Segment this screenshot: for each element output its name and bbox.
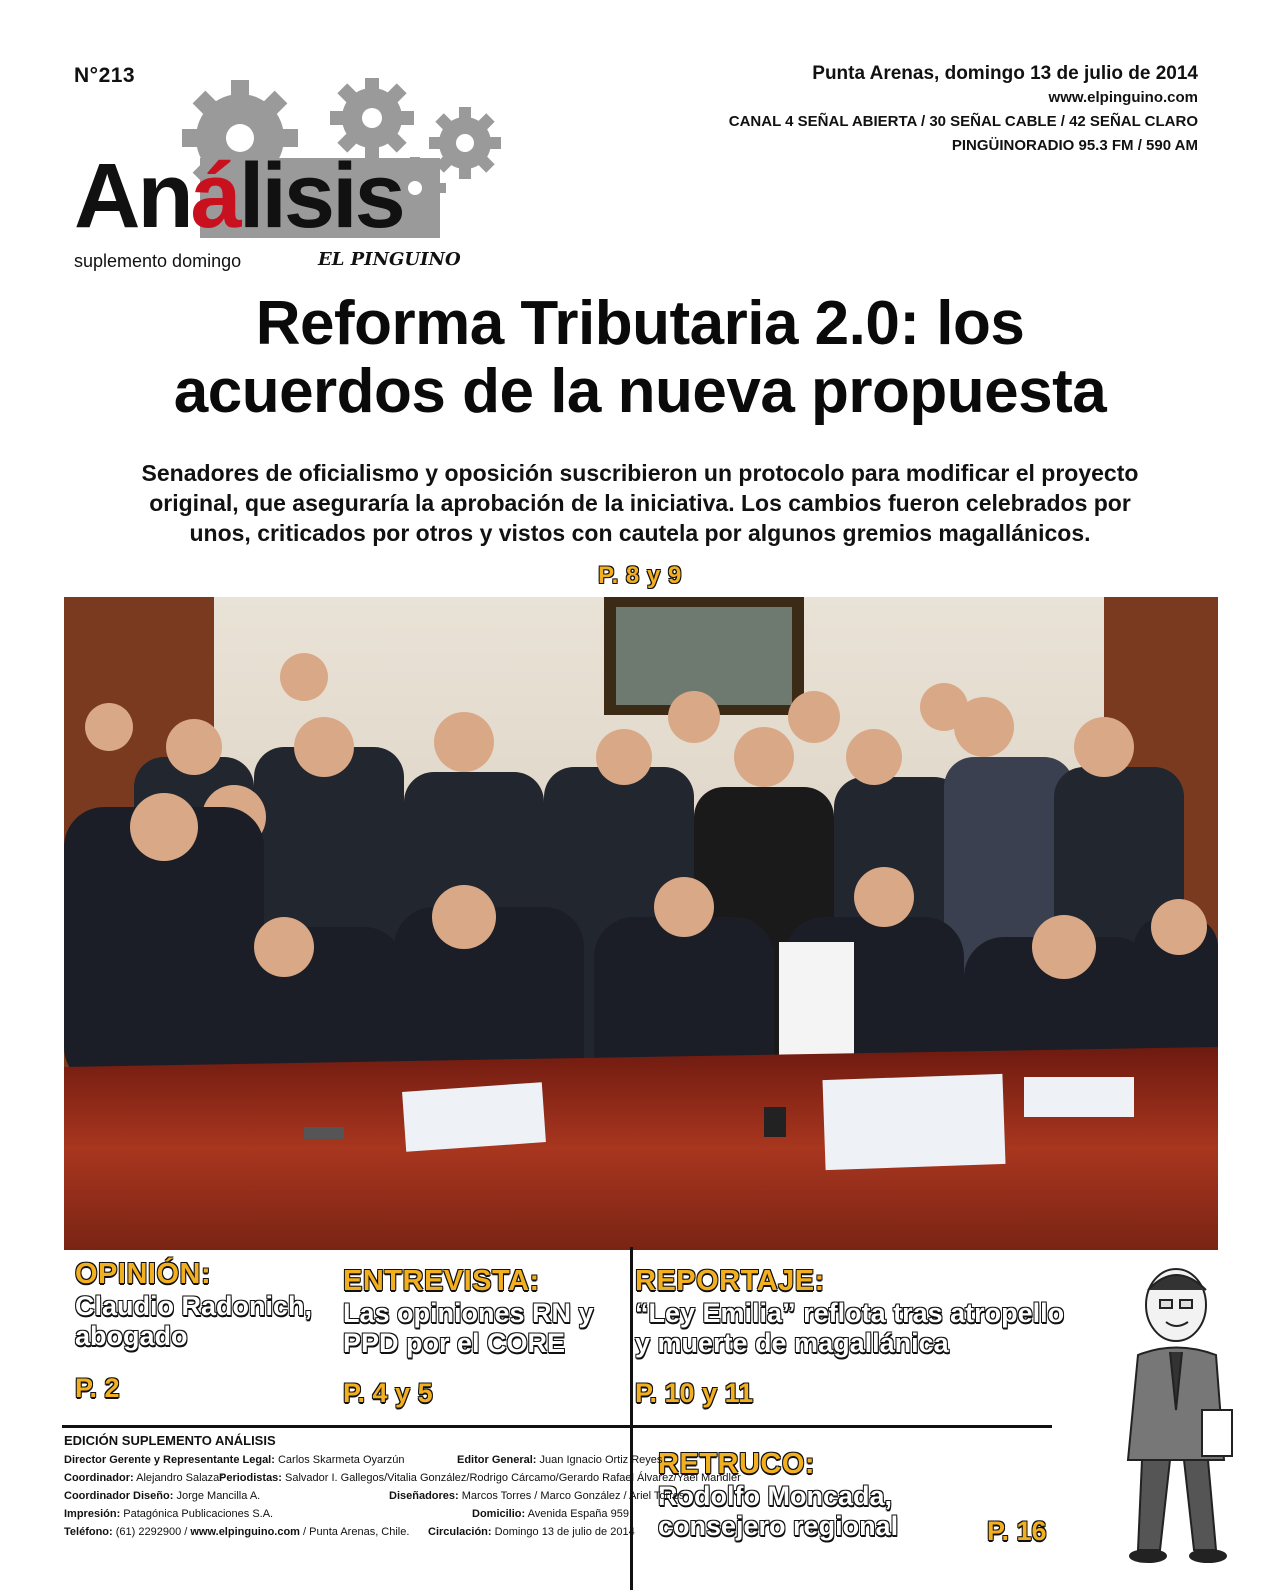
teaser-entrevista-page: P. 4 y 5 [343,1378,433,1408]
credit-director-label: Director Gerente y Representante Legal: [64,1454,275,1466]
credit-website-link[interactable]: www.elpinguino.com [190,1526,300,1538]
teaser-reportaje[interactable] [635,1265,1064,1409]
teaser-entrevista-label: ENTREVISTA: [343,1265,540,1297]
tv-channels: CANAL 4 SEÑAL ABIERTA / 30 SEÑAL CABLE / 42 SEÑAL CLARO [728,113,1198,130]
credits-lines [64,1454,741,1584]
teaser-entrevista[interactable] [343,1265,594,1409]
teaser-opinion-line-2: abogado [75,1321,188,1351]
date-line: Punta Arenas, domingo 13 de julio de 2014 [812,63,1198,84]
teaser-opinion-page: P. 2 [75,1373,120,1403]
teaser-reportaje-label: REPORTAJE: [635,1265,825,1297]
teaser-opinion[interactable] [75,1258,312,1404]
teaser-opinion-line-1: Claudio Radonich, [75,1291,313,1321]
credit-circulacion-value: Domingo 13 de julio de 2014 [494,1526,635,1538]
credit-editor-label: Editor General: [457,1454,537,1466]
teaser-retruco-label: RETRUCO: [658,1448,816,1480]
headline-line-2: acuerdos de la nueva propuesta [173,357,1107,426]
credit-city: / Punta Arenas, Chile. [303,1526,410,1538]
teaser-retruco-page[interactable]: P. 16 [987,1516,1047,1546]
teaser-opinion-label: OPINIÓN: [75,1258,212,1290]
credit-telefono: Teléfono: (61) 2292900 / www.elpinguino.com / Punta Arenas, Chile. [64,1526,410,1538]
logo-subtitle: suplemento domingo [74,251,242,271]
credit-telefono-label: Teléfono: [64,1526,113,1538]
supplement-logo [74,145,403,247]
credit-coordinador [64,1472,223,1484]
teaser-retruco[interactable] [658,1448,898,1541]
teaser-retruco-line-1: Rodolfo Moncada, [658,1481,892,1511]
credit-coord-diseno-label: Coordinador Diseño: [64,1490,174,1502]
logo-text-accent: á [190,145,239,247]
credit-impresion [64,1508,273,1520]
website-link[interactable]: www.elpinguino.com [1048,89,1198,106]
credit-domicilio-label: Domicilio: [472,1508,526,1520]
masthead-info [729,62,1198,158]
credit-disenadores [389,1490,685,1502]
brand-name: EL PINGUINO [318,249,461,270]
credit-periodistas-value: Salvador I. Gallegos/Vitalia González/Rodrigo Cárcamo/Gerardo Rafael Álvarez/Yael Mandler [285,1472,741,1484]
teaser-reportaje-page: P. 10 y 11 [635,1378,754,1408]
credit-director-value: Carlos Skarmeta Oyarzún [277,1454,405,1466]
main-headline[interactable] [40,290,1240,426]
credit-coordinador-value: Alejandro Salazar [136,1472,223,1484]
deck-line-2: original, que aseguraría la aprobación de la iniciativa. Los cambios fueron celebrados por [149,490,1131,516]
credit-circulacion [428,1526,635,1538]
deck-line-1: Senadores de oficialismo y oposición suscribieron un protocolo para modificar el proyecto [141,460,1139,486]
lead-deck [60,458,1220,548]
credit-impresion-value: Patagónica Publicaciones S.A. [123,1508,274,1520]
credits-divider [62,1425,1052,1428]
issue-number: N°213 [74,64,136,87]
deck-line-3: unos, criticados por otros y vistos con cautela por algunos gremios magallánicos. [189,520,1091,546]
credit-telefono-value: (61) 2292900 [115,1526,182,1538]
lead-page-ref-text: P. 8 y 9 [598,562,682,589]
radio-frequency: PINGÜINORADIO 95.3 FM / 590 AM [951,137,1198,154]
teaser-retruco-line-2: consejero regional [658,1511,899,1541]
headline-line-1: Reforma Tributaria 2.0: los [255,289,1025,358]
credit-director [64,1454,405,1466]
credit-disenadores-label: Diseñadores: [389,1490,459,1502]
logo-text-end: lisis [238,145,403,247]
credit-coord-diseno [64,1490,260,1502]
credit-disenadores-value: Marcos Torres / Marco González / Ariel Torres [461,1490,685,1502]
credits-title: EDICIÓN SUPLEMENTO ANÁLISIS [64,1433,276,1448]
teaser-entrevista-line-1: Las opiniones RN y [343,1298,594,1328]
lead-page-ref[interactable] [0,562,1280,590]
teaser-reportaje-line-2: y muerte de magallánica [635,1328,949,1358]
credit-periodistas-label: Periodistas: [219,1472,282,1484]
credits-box [64,1433,644,1452]
teaser-reportaje-line-1: “Ley Emilia” reflota tras atropello [635,1298,1065,1328]
senators-group-photo[interactable] [64,597,1218,1250]
credit-coordinador-label: Coordinador: [64,1472,134,1484]
teaser-entrevista-line-2: PPD por el CORE [343,1328,566,1358]
teaser-vertical-divider [630,1247,633,1427]
logo-text-start: An [74,145,191,247]
credit-coord-diseno-value: Jorge Mancilla A. [176,1490,261,1502]
credit-domicilio [472,1508,629,1520]
credit-domicilio-value: Avenida España 959 [527,1508,629,1520]
credit-editor [457,1454,662,1466]
caricature-illustration [1098,1260,1238,1570]
credit-circulacion-label: Circulación: [428,1526,492,1538]
credit-impresion-label: Impresión: [64,1508,121,1520]
credit-editor-value: Juan Ignacio Ortiz Reyes [539,1454,663,1466]
credit-periodistas [219,1472,741,1484]
